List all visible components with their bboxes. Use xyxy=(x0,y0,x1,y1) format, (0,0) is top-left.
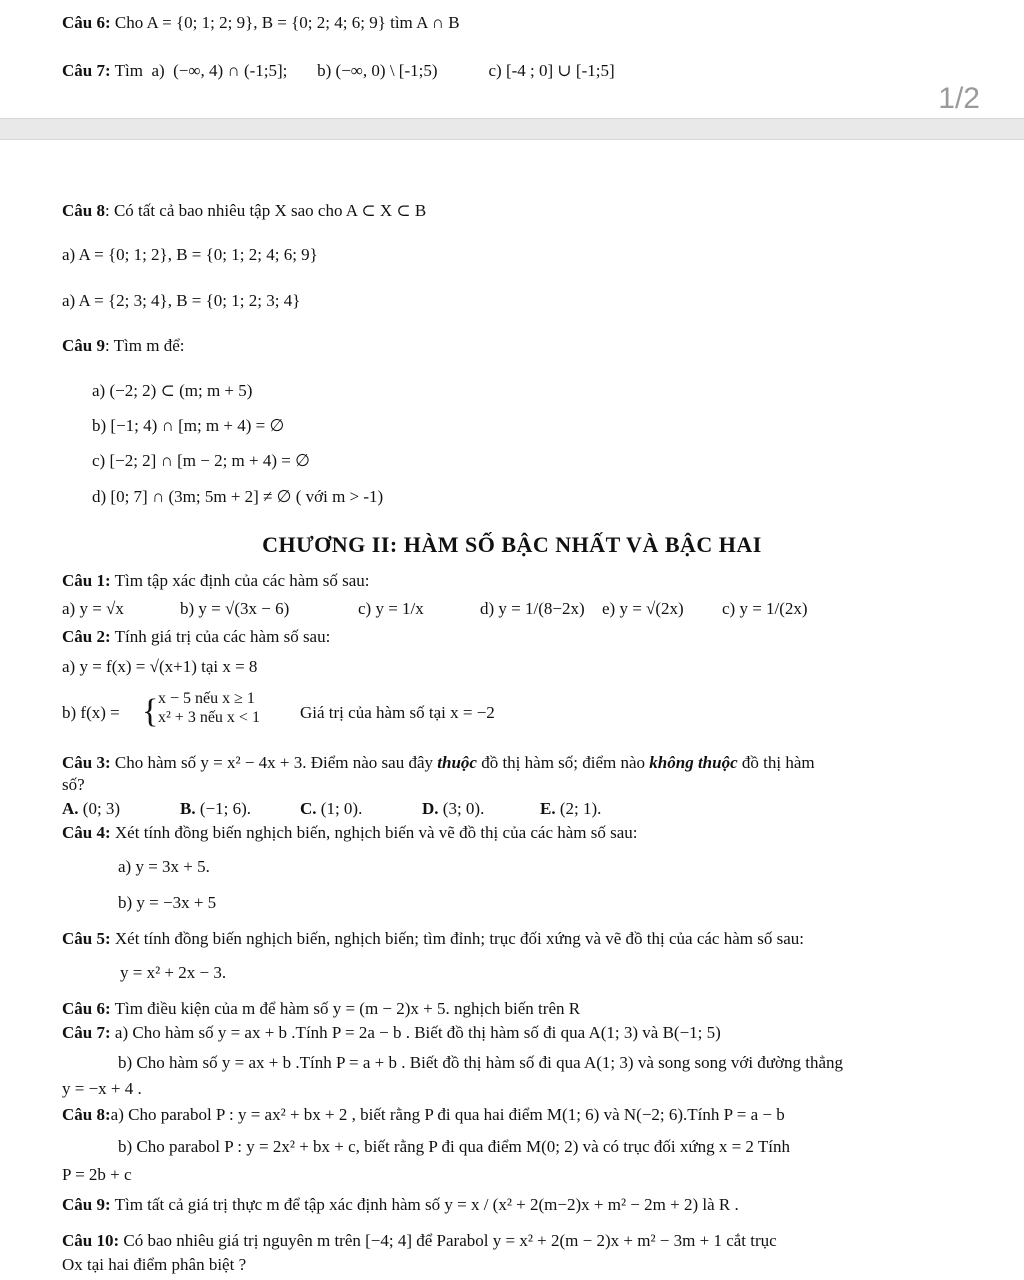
c6-text: Tìm điều kiện của m để hàm số y = (m − 2)x + 5. nghịch biến trên R xyxy=(110,999,581,1018)
c3-cont: số? xyxy=(62,775,85,794)
q8a-line: a) A = {0; 1; 2}, B = {0; 1; 2; 4; 6; 9} xyxy=(62,245,318,264)
q8b-line: a) A = {2; 3; 4}, B = {0; 1; 2; 3; 4} xyxy=(62,291,301,310)
q6-label: Câu 6: xyxy=(62,13,111,32)
c8-line xyxy=(62,1104,785,1126)
c3-end: đồ thị hàm xyxy=(737,753,815,772)
c2-line xyxy=(62,626,330,648)
c1-option: b) y = √(3x − 6) xyxy=(180,599,290,618)
q8-line xyxy=(62,200,426,222)
c2b-prefix: b) f(x) = xyxy=(62,703,120,722)
q7-label: Câu 7: xyxy=(62,61,111,80)
c4-label: Câu 4: xyxy=(62,823,111,842)
c9-text: Tìm tất cả giá trị thực m để tập xác định hàm số y = x / (x² + 2(m−2)x + m² − 2m + 2) là R . xyxy=(110,1195,739,1214)
c7b-cont: y = −x + 4 . xyxy=(62,1079,142,1098)
page-separator xyxy=(0,118,1024,140)
c5-text: Xét tính đồng biến nghịch biến, nghịch biến; tìm đỉnh; trục đối xứng và vẽ đồ thị của các hàm số sau: xyxy=(110,929,804,948)
c9-line xyxy=(62,1194,739,1216)
c1-option: e) y = √(2x) xyxy=(602,599,684,618)
c3-option: B. (−1; 6). xyxy=(180,799,251,818)
c3-bold1: thuộc xyxy=(437,753,477,772)
c6-line xyxy=(62,998,580,1020)
c1-option: a) y = √x xyxy=(62,599,124,618)
c10-line xyxy=(62,1230,777,1252)
c7-label: Câu 7: xyxy=(62,1023,111,1042)
brace-icon: { xyxy=(142,693,159,730)
c4-text: Xét tính đồng biến nghịch biến, nghịch biến và vẽ đồ thị của các hàm số sau: xyxy=(110,823,638,842)
c5-line xyxy=(62,928,804,950)
q6-line xyxy=(62,12,460,34)
c8-label: Câu 8: xyxy=(62,1105,111,1124)
c2b-case2: x² + 3 nếu x < 1 xyxy=(158,709,260,726)
c3-option: C. (1; 0). xyxy=(300,799,363,818)
c4-line xyxy=(62,822,638,844)
q9-line xyxy=(62,335,184,357)
c8b-line: b) Cho parabol P : y = 2x² + bx + c, biết rằng P đi qua điểm M(0; 2) và có trục đối xứng x = 2 Tính xyxy=(118,1137,790,1156)
c9-label: Câu 9: xyxy=(62,1195,111,1214)
c7-line xyxy=(62,1022,721,1044)
q6-text: Cho A = {0; 1; 2; 9}, B = {0; 2; 4; 6; 9} tìm A ∩ B xyxy=(114,13,460,32)
c1-label: Câu 1: xyxy=(62,571,111,590)
c6-label: Câu 6: xyxy=(62,999,111,1018)
q9-text: : Tìm m để: xyxy=(104,336,185,355)
c1-line xyxy=(62,570,370,592)
q9-label: Câu 9 xyxy=(62,336,105,355)
c8-text: a) Cho parabol P : y = ax² + bx + 2 , biết rằng P đi qua hai điểm M(1; 6) và N(−2; 6).Tính P = a − b xyxy=(110,1105,785,1124)
c7-text: a) Cho hàm số y = ax + b .Tính P = 2a − b . Biết đồ thị hàm số đi qua A(1; 3) và B(−1; 5) xyxy=(110,1023,721,1042)
c1-option: d) y = 1/(8−2x) xyxy=(480,599,585,618)
c3-option: E. (2; 1). xyxy=(540,799,602,818)
c3-option: A. (0; 3) xyxy=(62,799,121,818)
q9-item: c) [−2; 2] ∩ [m − 2; m + 4) = ∅ xyxy=(92,451,310,470)
c4b-line: b) y = −3x + 5 xyxy=(118,893,217,912)
c2-text: Tính giá trị của các hàm số sau: xyxy=(110,627,331,646)
page-indicator: 1/2 xyxy=(938,82,980,115)
c3-line xyxy=(62,752,815,774)
c1-option: c) y = 1/x xyxy=(358,599,424,618)
c10-label: Câu 10: xyxy=(62,1231,120,1250)
c5-label: Câu 5: xyxy=(62,929,111,948)
c2-label: Câu 2: xyxy=(62,627,111,646)
c3-option: D. (3; 0). xyxy=(422,799,485,818)
c1-text: Tìm tập xác định của các hàm số sau: xyxy=(110,571,370,590)
c4a-line: a) y = 3x + 5. xyxy=(118,857,210,876)
c10-cont: Ox tại hai điểm phân biệt ? xyxy=(62,1255,247,1274)
q8-text: : Có tất cả bao nhiêu tập X sao cho A ⊂ X ⊂ B xyxy=(104,201,427,220)
c5-equation: y = x² + 2x − 3. xyxy=(120,963,227,982)
q7-text: Tìm a) (−∞, 4) ∩ (-1;5]; b) (−∞, 0) \ [-1;5) c) [-4 ; 0] ∪ [-1;5] xyxy=(114,61,615,80)
q8-label: Câu 8 xyxy=(62,201,105,220)
q9-item: a) (−2; 2) ⊂ (m; m + 5) xyxy=(92,381,253,400)
q7-line xyxy=(62,60,615,82)
c2b-suffix: Giá trị của hàm số tại x = −2 xyxy=(300,703,495,722)
c8b-cont: P = 2b + c xyxy=(62,1165,132,1184)
c3-mid: đồ thị hàm số; điểm nào xyxy=(476,753,650,772)
c1-option: c) y = 1/(2x) xyxy=(722,599,808,618)
c7b-line: b) Cho hàm số y = ax + b .Tính P = a + b . Biết đồ thị hàm số đi qua A(1; 3) và song song với đường thẳng xyxy=(118,1053,844,1072)
c3-text: Cho hàm số y = x² − 4x + 3. Điểm nào sau đây xyxy=(110,753,438,772)
c2a-line: a) y = f(x) = √(x+1) tại x = 8 xyxy=(62,657,258,676)
c3-bold2: không thuộc xyxy=(649,753,738,772)
c3-label: Câu 3: xyxy=(62,753,111,772)
c10-text: Có bao nhiêu giá trị nguyên m trên [−4; 4] để Parabol y = x² + 2(m − 2)x + m² − 3m + 1 cắt trục xyxy=(119,1231,777,1250)
c2b-case1: x − 5 nếu x ≥ 1 xyxy=(158,690,255,707)
q9-item: d) [0; 7] ∩ (3m; 5m + 2] ≠ ∅ ( với m > -1) xyxy=(92,487,384,506)
q9-item: b) [−1; 4) ∩ [m; m + 4) = ∅ xyxy=(92,416,285,435)
chapter-title: CHƯƠNG II: HÀM SỐ BẬC NHẤT VÀ BẬC HAI xyxy=(262,532,762,557)
